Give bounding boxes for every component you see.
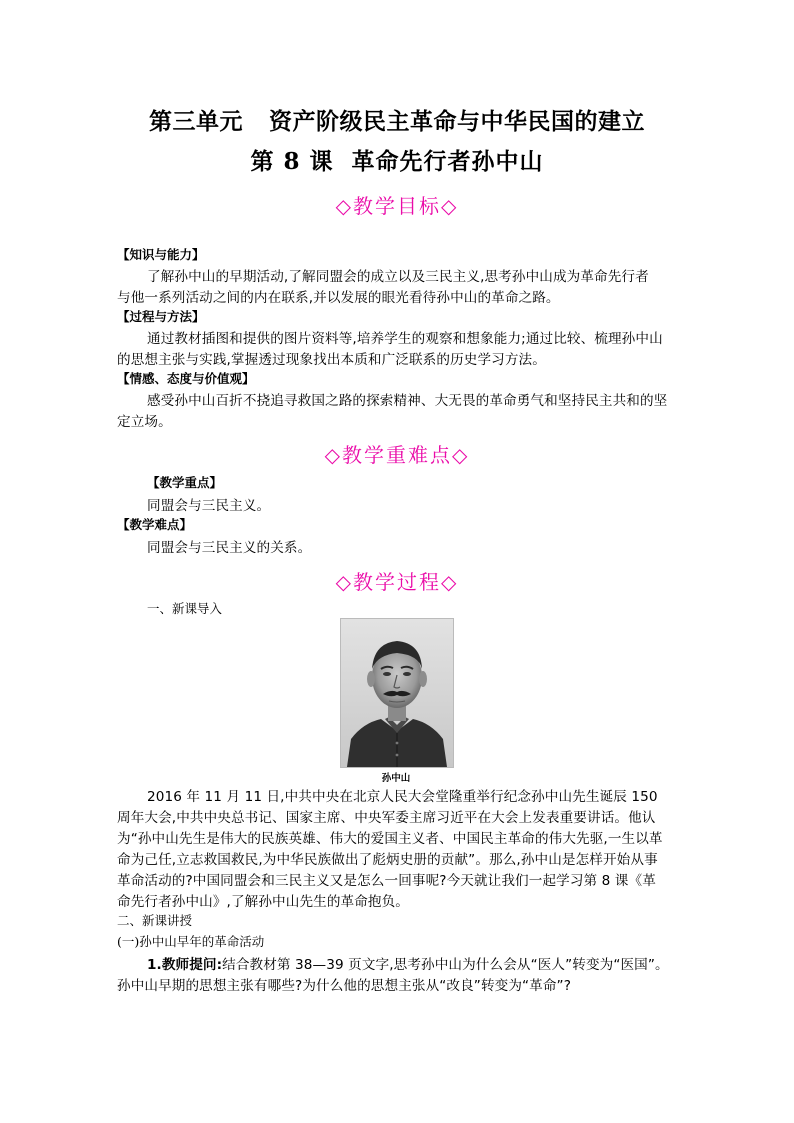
intro-heading: 一、新课导入 <box>147 601 223 616</box>
subsection-heading: (一)孙中山早年的革命活动 <box>117 934 265 949</box>
emotion-line-1: 感受孙中山百折不挠追寻救国之路的探索精神、大无畏的革命勇气和坚持民主共和的坚 <box>147 393 668 409</box>
emotion-line-2: 定立场。 <box>117 414 172 430</box>
objectives-heading: ◇教学目标◇ <box>335 194 459 218</box>
intro-line-2: 周年大会,中共中央总书记、国家主席、中央军委主席习近平在大会上发表重要讲话。他认 <box>117 810 656 826</box>
lesson-name: 革命先行者孙中山 <box>351 148 544 175</box>
unit-number: 第三单元 <box>149 108 243 135</box>
intro-line-5: 革命活动的?中国同盟会和三民主义又是怎么一回事呢?今天就让我们一起学习第 8 课《革 <box>117 873 656 889</box>
question-1-line-2: 孙中山早期的思想主张有哪些?为什么他的思想主张从“改良”转变为“革命”? <box>117 978 572 994</box>
question-1-label: 1.教师提问: <box>147 957 223 973</box>
question-1 <box>147 953 669 973</box>
emotion-label: 【情感、态度与价值观】 <box>117 371 255 386</box>
intro-line-3: 为“孙中山先生是伟大的民族英雄、伟大的爱国主义者、中国民主革命的伟大先驱,一生以革 <box>117 831 663 847</box>
process-method-label: 【过程与方法】 <box>117 309 205 324</box>
focus-label: 【教学重点】 <box>147 475 223 490</box>
process-method-line-2: 的思想主张与实践,掌握透过现象找出本质和广泛联系的历史学习方法。 <box>117 352 546 368</box>
lesson-number: 第 8 课 <box>250 148 334 175</box>
intro-line-6: 命先行者孙中山》,了解孙中山先生的革命抱负。 <box>117 894 409 910</box>
unit-name: 资产阶级民主革命与中华民国的建立 <box>269 108 645 135</box>
knowledge-line-2: 与他一系列活动之间的内在联系,并以发展的眼光看待孙中山的革命之路。 <box>117 290 560 306</box>
sun-yat-sen-portrait <box>340 618 454 768</box>
photo-caption: 孙中山 <box>381 773 411 784</box>
unit-title <box>0 103 794 136</box>
difficulty-label: 【教学难点】 <box>117 517 193 532</box>
intro-line-1: 2016 年 11 月 11 日,中共中央在北京人民大会堂隆重举行纪念孙中山先生诞辰 150 <box>147 789 658 805</box>
knowledge-label: 【知识与能力】 <box>117 247 205 262</box>
intro-line-4: 命为己任,立志救国救民,为中华民族做出了彪炳史册的贡献”。那么,孙中山是怎样开始从事 <box>117 852 658 868</box>
keypoints-heading: ◇教学重难点◇ <box>324 443 470 467</box>
difficulty-text: 同盟会与三民主义的关系。 <box>147 540 312 556</box>
lesson-title <box>0 143 794 176</box>
process-method-line-1: 通过教材插图和提供的图片资料等,培养学生的观察和想象能力;通过比较、梳理孙中山 <box>147 331 663 347</box>
question-1-text: 结合教材第 38—39 页文字,思考孙中山为什么会从“医人”转变为“医国”。 <box>222 957 669 973</box>
process-heading: ◇教学过程◇ <box>335 570 459 594</box>
focus-text: 同盟会与三民主义。 <box>147 498 271 514</box>
knowledge-line-1: 了解孙中山的早期活动,了解同盟会的成立以及三民主义,思考孙中山成为革命先行者 <box>147 269 649 285</box>
new-lesson-heading: 二、新课讲授 <box>117 913 193 928</box>
